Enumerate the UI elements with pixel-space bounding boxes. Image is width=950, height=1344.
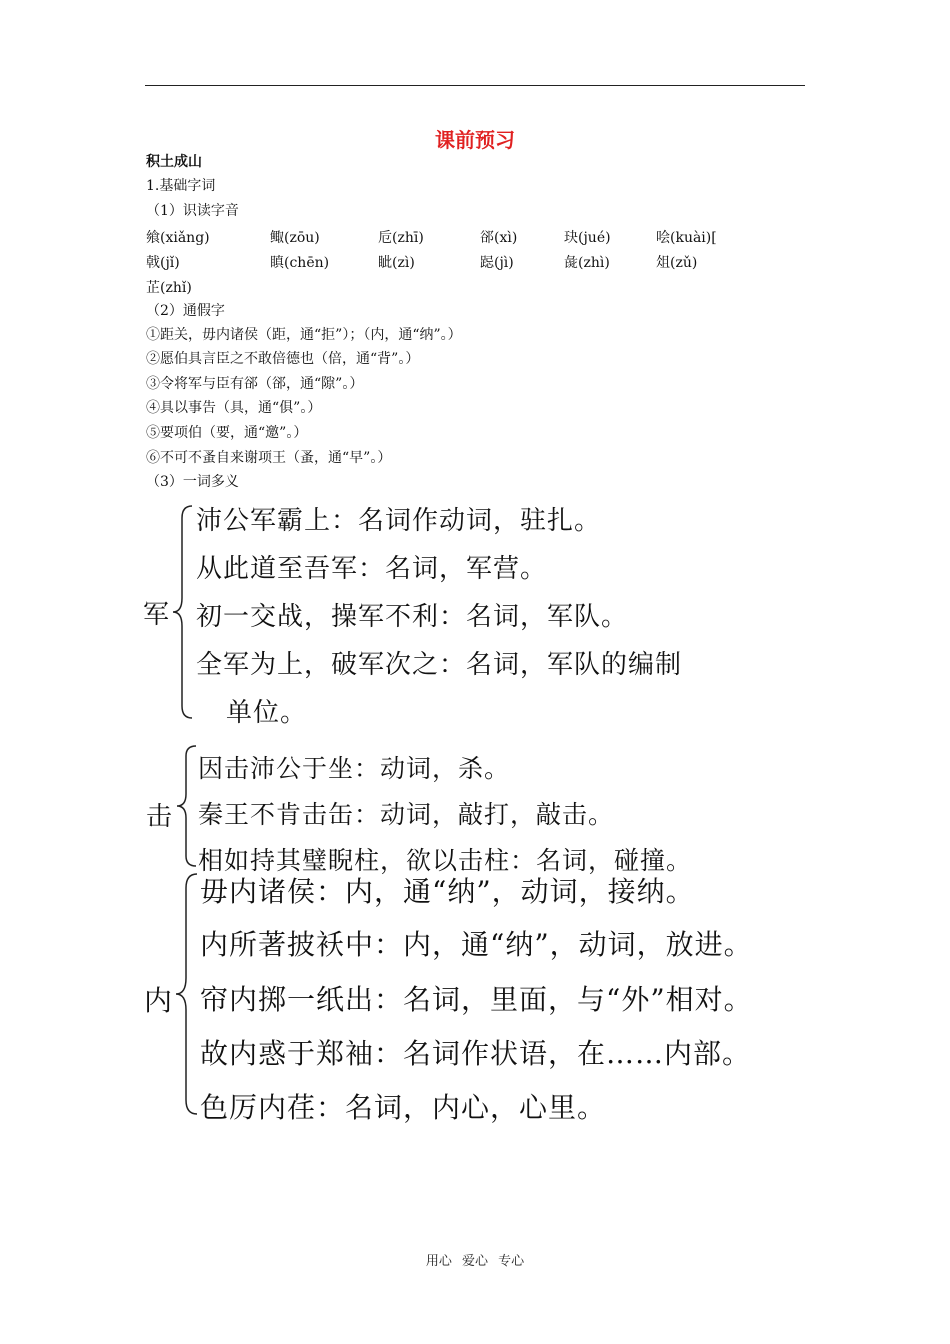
subsection-heading: 1.基础字词 (146, 178, 216, 194)
part2-label: （2）通假字 (146, 303, 225, 319)
polysemy-line: 沛公军霸上：名词作动词，驻扎。 (196, 506, 602, 536)
polysemy-char-jun: 军 (143, 600, 170, 630)
section-heading: 积土成山 (146, 154, 202, 170)
part3-label: （3）一词多义 (146, 474, 239, 490)
pinyin-item: 瞋(chēn) (270, 255, 330, 271)
tongjia-item-5: ⑤要项伯（要，通“邀”。） (146, 425, 308, 441)
polysemy-line: 内所著披袄中：内，通“纳”，动词，放进。 (200, 928, 753, 961)
header-rule (145, 85, 805, 86)
polysemy-line: 从此道至吾军：名词，军营。 (196, 554, 548, 584)
polysemy-line: 故内惑于郑袖：名词作状语，在……内部。 (200, 1037, 752, 1070)
polysemy-line: 因击沛公于坐：动词，杀。 (198, 754, 511, 783)
polysemy-char-nei: 内 (144, 984, 173, 1017)
polysemy-line: 帘内掷一纸出：名词，里面，与“外”相对。 (200, 983, 753, 1016)
pinyin-item: 跽(jì) (480, 255, 514, 271)
pinyin-item: 飨(xiǎng) (146, 230, 210, 246)
pinyin-item: 戟(jǐ) (146, 255, 180, 271)
tongjia-item-6: ⑥不可不蚤自来谢项王（蚤，通“早”。） (146, 450, 392, 466)
tongjia-item-4: ④具以事告（具，通“俱”。） (146, 400, 322, 416)
brace-icon (170, 504, 196, 720)
part1-label: （1）识读字音 (146, 203, 239, 219)
polysemy-line: 全军为上，破军次之：名词，军队的编制 (196, 650, 683, 680)
pinyin-item: 郤(xì) (480, 230, 518, 246)
tongjia-item-1: ①距关，毋内诸侯（距，通“拒”）；（内，通“纳”。） (146, 327, 462, 343)
tongjia-item-2: ②愿伯具言臣之不敢倍德也（倍，通“背”。） (146, 351, 420, 367)
pinyin-item: 玦(jué) (564, 230, 611, 246)
polysemy-line: 单位。 (226, 698, 308, 728)
page-footer: 用心 爱心 专心 (425, 1254, 525, 1269)
brace-icon (173, 872, 201, 1116)
polysemy-line: 毋内诸侯：内，通“纳”，动词，接纳。 (200, 875, 695, 908)
pinyin-item: 俎(zǔ) (656, 255, 698, 271)
polysemy-char-ji: 击 (146, 802, 173, 832)
pinyin-item: 鲰(zōu) (270, 230, 320, 246)
polysemy-line: 初一交战，操军不利：名词，军队。 (196, 602, 629, 632)
pinyin-item: 芷(zhǐ) (146, 280, 192, 296)
pinyin-item: 眦(zì) (378, 255, 415, 271)
pinyin-item: 卮(zhī) (378, 230, 424, 246)
brace-icon (174, 744, 200, 868)
polysemy-line: 相如持其璧睨柱，欲以击柱：名词，碰撞。 (198, 846, 693, 875)
pinyin-item: 彘(zhì) (564, 255, 610, 271)
polysemy-line: 色厉内荏：名词，内心，心里。 (200, 1091, 607, 1124)
page-title: 课前预习 (435, 128, 515, 152)
polysemy-line: 秦王不肯击缶：动词，敲打，敲击。 (198, 800, 615, 829)
pinyin-item: 哙(kuài)[ (656, 230, 717, 246)
tongjia-item-3: ③令将军与臣有郤（郤，通“隙”。） (146, 376, 364, 392)
